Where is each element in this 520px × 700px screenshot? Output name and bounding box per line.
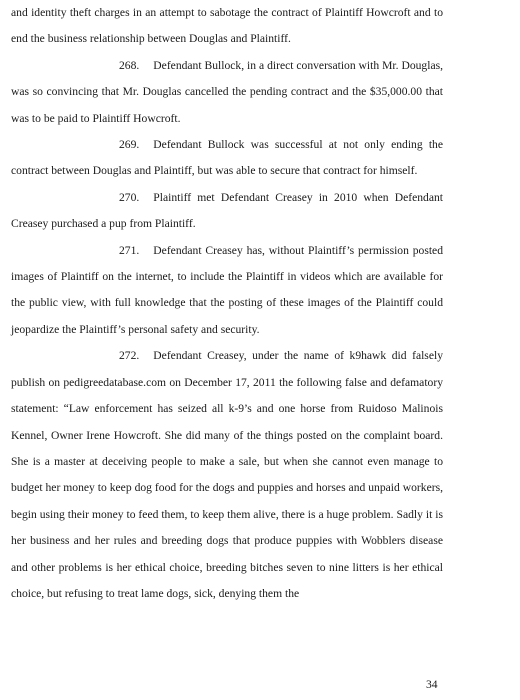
paragraph-number: 271. <box>119 243 140 257</box>
paragraph-text: Defendant Creasey has, without Plaintiff’s permission posted images of Plaintiff on the internet, to include the Plaintiff in videos which are available for the public view, with full knowledge that the posting of these images of the Plaintiff could jeopardize the Plaintiff’s personal safety and security. <box>11 243 443 336</box>
page-number: 34 <box>426 678 438 691</box>
paragraph-268 <box>11 53 443 132</box>
paragraph-269 <box>11 132 443 185</box>
paragraph-text: Defendant Creasey, under the name of k9hawk did falsely publish on pedigreedatabase.com on December 17, 2011 the following false and defamatory statement: “Law enforcement has seized all k-9’s and one horse from Ruidoso Malinois Kennel, Owner Irene Howcroft. She did many of the things posted on the complaint board. She is a master at deceiving people to make a sale, but when she cannot even manage to budget her money to keep dog food for the dogs and puppies and horses and unpaid workers, begin using their money to feed them, to keep them alive, there is a huge problem. Sadly it is her business and her rules and breeding dogs that produce puppies with Wobblers disease and other problems is her ethical choice, breeding bitches seven to nine litters is her ethical choice, but refusing to treat lame dogs, sick, denying them the <box>11 349 443 600</box>
document-body <box>11 0 443 607</box>
paragraph-271 <box>11 238 443 344</box>
continuation-paragraph: and identity theft charges in an attempt to sabotage the contract of Plaintiff Howcroft and to end the business relationship between Douglas and Plaintiff. <box>11 6 443 46</box>
paragraph-270 <box>11 185 443 238</box>
paragraph-272 <box>11 343 443 607</box>
paragraph-text: Defendant Bullock was successful at not only ending the contract between Douglas and Plaintiff, but was able to secure that contract for himself. <box>11 138 443 178</box>
paragraph-text: Plaintiff met Defendant Creasey in 2010 when Defendant Creasey purchased a pup from Plaintiff. <box>11 190 443 231</box>
paragraph-number: 272. <box>119 349 140 363</box>
paragraph-number: 270. <box>119 190 140 204</box>
paragraph-number: 269. <box>119 138 140 152</box>
paragraph-text: Defendant Bullock, in a direct conversation with Mr. Douglas, was so convincing that Mr. Douglas cancelled the pending contract and the $35,000.00 that was to be paid to Plaintiff Howcroft. <box>11 58 443 125</box>
paragraph-number: 268. <box>119 58 140 72</box>
